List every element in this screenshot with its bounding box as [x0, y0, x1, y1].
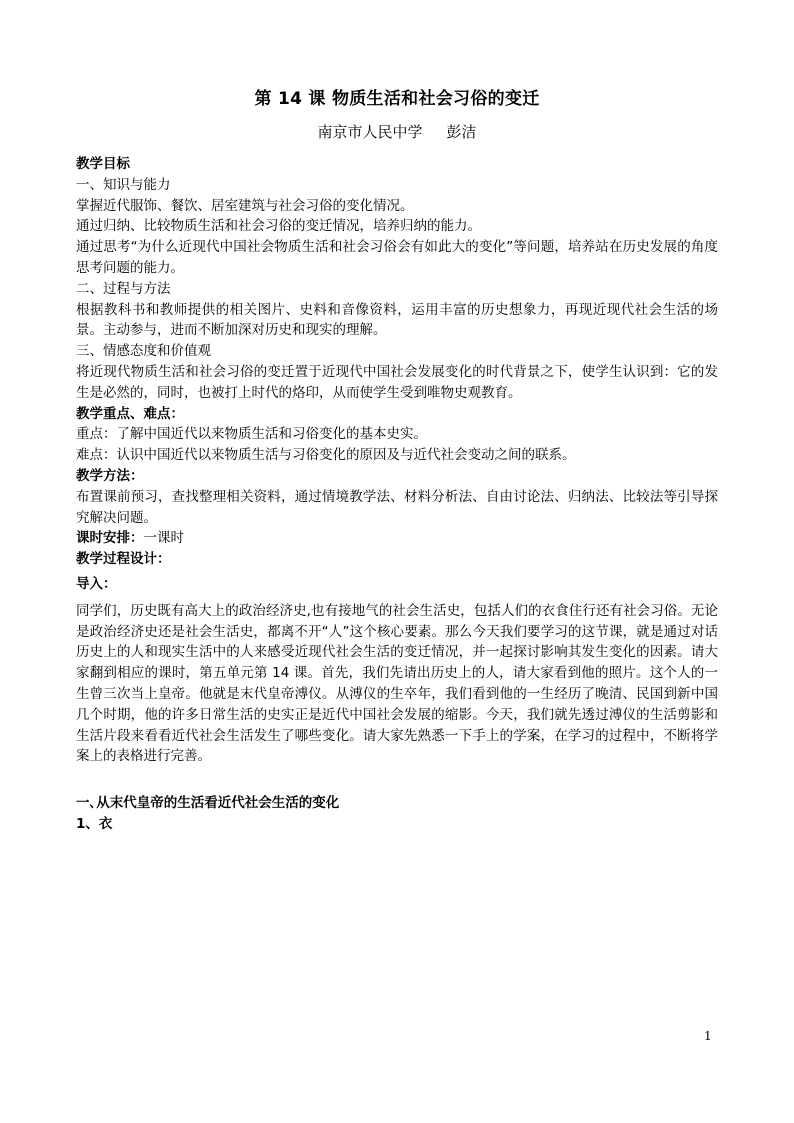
process-heading: 二、过程与方法: [76, 280, 171, 297]
document-body: [76, 86, 718, 835]
section-one-title: 一､从末代皇帝的生活看近代社会生活的变化: [76, 795, 340, 812]
introduction-heading: 导入：: [76, 575, 117, 592]
objectives-heading: 教学目标: [76, 156, 130, 172]
methods-text: 布置课前预习，查找整理相关资料，通过情境教学法、材料分析法、自由讨论法、归纳法、比较法等引导探究解决问题。: [76, 488, 718, 526]
knowledge-heading: 一、知识与能力: [76, 176, 171, 193]
schedule-heading: 课时安排：: [76, 530, 144, 547]
knowledge-line: 通过思考“为什么近现代中国社会物质生活和社会习俗会有如此大的变化”等问题，培养站在历史发展的角度思考问题的能力。: [76, 239, 718, 276]
process-text: 根据教科书和教师提供的相关图片、史料和音像资料，运用丰富的历史想象力，再现近现代社会生活的场景。主动参与，进而不断加深对历史和现实的理解。: [76, 301, 718, 339]
methods-heading: 教学方法：: [76, 467, 144, 484]
knowledge-line: 通过归纳、比较物质生活和社会习俗的变迁情况，培养归纳的能力。: [76, 218, 481, 235]
lesson-title: 第 14 课 物质生活和社会习俗的变迁: [254, 89, 540, 109]
author-name: 彭洁: [446, 123, 477, 141]
schedule-line: [76, 528, 718, 549]
section-one-subtitle: 1、衣: [76, 815, 113, 832]
schedule-value: 一课时: [143, 530, 184, 547]
page-number: 1: [704, 1029, 712, 1043]
emotion-text: 将近现代物质生活和社会习俗的变迁置于近现代中国社会发展变化的时代背景之下，使学生认识到：它的发生是必然的，同时，也被打上时代的烙印，从而使学生受到唯物史观教育。: [76, 363, 718, 401]
difficult-point: 难点：认识中国近代以来物质生活与习俗变化的原因及与近代社会变动之间的联系。: [76, 447, 576, 464]
focus-heading: 教学重点、难点：: [76, 405, 184, 422]
process-design-heading: 教学过程设计：: [76, 551, 171, 568]
author-line: [76, 120, 718, 144]
section-spacer: [76, 767, 718, 793]
knowledge-line: 掌握近代服饰、餐饮、居室建筑与社会习俗的变化情况。: [76, 197, 414, 214]
school-name: 南京市人民中学: [317, 123, 423, 141]
emotion-heading: 三、情感态度和价值观: [76, 343, 211, 360]
key-point: 重点：了解中国近代以来物质生活和习俗变化的基本史实。: [76, 426, 427, 443]
introduction-text: 同学们，历史既有高大上的政治经济史,也有接地气的社会生活史，包括人们的衣食住行还有社会习俗。无论是政治经济史还是社会生活史，都离不开“人”这个核心要素。那么今天我们要学习的这节课，就是通过对话历史上的人和现实生活中的人来感受近现代社会生活的变迁情况，并一起探讨影响其发生变化的因素。请大家翻到相应的课时，第五单元第 14 课。首先，我们先请出历史上的人，请大家看到他的照片。这个人的一生曾三次当上皇帝。他就是末代皇帝溥仪。从溥仪的生卒年，我们看到他的一生经历了晚清、民国到新中国几个时期，他的许多日常生活的史实正是近代中国社会发展的缩影。今天，我们就先透过溥仪的生活剪影和生活片段来看看近代社会生活发生了哪些变化。请大家先熟悉一下手上的学案，在学习的过程中，不断将学案上的表格进行完善。: [76, 602, 718, 765]
